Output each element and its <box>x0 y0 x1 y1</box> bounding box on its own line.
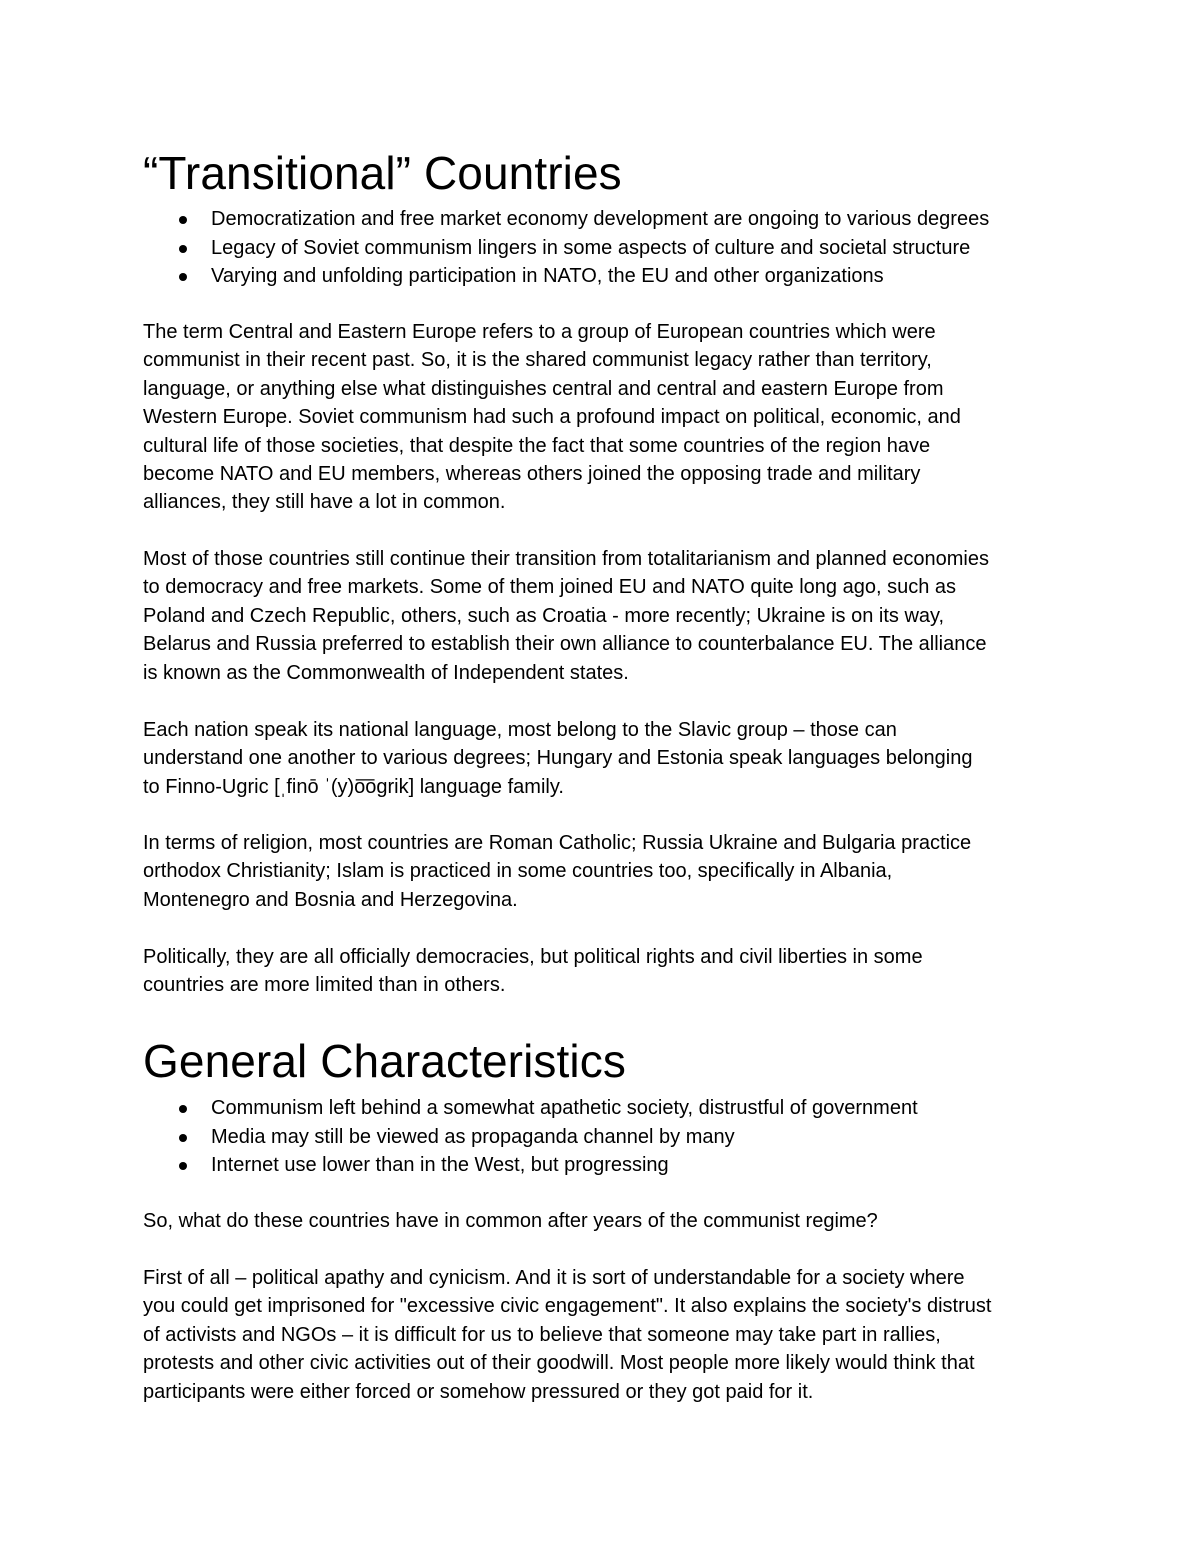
paragraph-line: of activists and NGOs – it is difficult for us to believe that someone may take part in rallies, <box>143 1323 941 1346</box>
bullet-dot-icon <box>179 273 187 281</box>
paragraph-line: become NATO and EU members, whereas others joined the opposing trade and military <box>143 463 921 486</box>
paragraph-line: to democracy and free markets. Some of them joined EU and NATO quite long ago, such as <box>143 576 957 599</box>
bullet-text: Legacy of Soviet communism lingers in some aspects of culture and societal structure <box>211 236 971 259</box>
paragraph-line: Belarus and Russia preferred to establish their own alliance to counterbalance EU. The alliance <box>143 633 987 656</box>
bullet-dot-icon <box>179 245 187 253</box>
section-heading-transitional-countries: “Transitional” Countries <box>143 147 622 199</box>
paragraph-line: countries are more limited than in others. <box>143 974 506 997</box>
bullet-list-transitional <box>143 205 1073 291</box>
paragraph-line: cultural life of those societies, that despite the fact that some countries of the region have <box>143 434 931 457</box>
paragraph-cee-definition <box>143 318 1073 517</box>
paragraph-line: First of all – political apathy and cynicism. And it is sort of understandable for a society where <box>143 1267 965 1289</box>
paragraph-line: you could get imprisoned for "excessive civic engagement". It also explains the society's distrust <box>143 1295 992 1318</box>
paragraph-line: alliances, they still have a lot in common. <box>143 491 506 514</box>
paragraph-line: Most of those countries still continue their transition from totalitarianism and planned economies <box>143 548 989 570</box>
bullet-dot-icon <box>179 1105 187 1113</box>
paragraph-line: Politically, they are all officially democracies, but political rights and civil liberties in some <box>143 946 923 968</box>
paragraph-line: In terms of religion, most countries are Roman Catholic; Russia Ukraine and Bulgaria practice <box>143 832 972 854</box>
bullet-text: Varying and unfolding participation in NATO, the EU and other organizations <box>211 265 884 287</box>
paragraph-languages <box>143 716 1073 801</box>
paragraph-line: orthodox Christianity; Islam is practiced in some countries too, specifically in Albania, <box>143 860 893 883</box>
bullet-text: Media may still be viewed as propaganda channel by many <box>211 1125 735 1148</box>
paragraph-line: protests and other civic activities out of their goodwill. Most people more likely would think that <box>143 1352 975 1375</box>
paragraph-line: The term Central and Eastern Europe refers to a group of European countries which were <box>143 321 936 343</box>
paragraph-line: understand one another to various degrees; Hungary and Estonia speak languages belonging <box>143 747 973 770</box>
bullet-item <box>143 234 1073 263</box>
bullet-dot-icon <box>179 1162 187 1170</box>
paragraph-line: is known as the Commonwealth of Independent states. <box>143 661 629 684</box>
paragraph-line: Each nation speak its national language, most belong to the Slavic group – those can <box>143 719 897 741</box>
paragraph-line: Montenegro and Bosnia and Herzegovina. <box>143 888 518 911</box>
bullet-text: Internet use lower than in the West, but progressing <box>211 1154 669 1176</box>
paragraph-religion <box>143 829 1073 914</box>
bullet-dot-icon <box>179 1134 187 1142</box>
bullet-item <box>143 1123 1073 1152</box>
paragraph-line: Western Europe. Soviet communism had such a profound impact on political, economic, and <box>143 406 961 429</box>
paragraph-line: So, what do these countries have in common after years of the communist regime? <box>143 1210 878 1232</box>
bullet-dot-icon <box>179 216 187 224</box>
paragraph-politics <box>143 943 1073 1000</box>
paragraph-line: communist in their recent past. So, it is the shared communist legacy rather than territory, <box>143 349 932 372</box>
section-heading-general-characteristics: General Characteristics <box>143 1035 626 1087</box>
bullet-item <box>143 1151 1073 1180</box>
bullet-text: Democratization and free market economy development are ongoing to various degrees <box>211 208 990 230</box>
bullet-item <box>143 262 1073 291</box>
paragraph-apathy <box>143 1264 1073 1406</box>
paragraph-line: participants were either forced or somehow pressured or they got paid for it. <box>143 1380 814 1403</box>
paragraph-question <box>143 1207 1073 1235</box>
paragraph-line: Poland and Czech Republic, others, such as Croatia - more recently; Ukraine is on its way, <box>143 604 945 627</box>
bullet-item <box>143 1094 1073 1123</box>
paragraph-line: language, or anything else what distinguishes central and central and eastern Europe from <box>143 377 944 400</box>
paragraph-line: to Finno-Ugric [ˌfinō ˈ(y)o͞ogrik] language family. <box>143 775 564 798</box>
bullet-text: Communism left behind a somewhat apathetic society, distrustful of government <box>211 1097 918 1119</box>
bullet-item <box>143 205 1073 234</box>
bullet-list-general <box>143 1094 1073 1180</box>
paragraph-transition <box>143 545 1073 687</box>
